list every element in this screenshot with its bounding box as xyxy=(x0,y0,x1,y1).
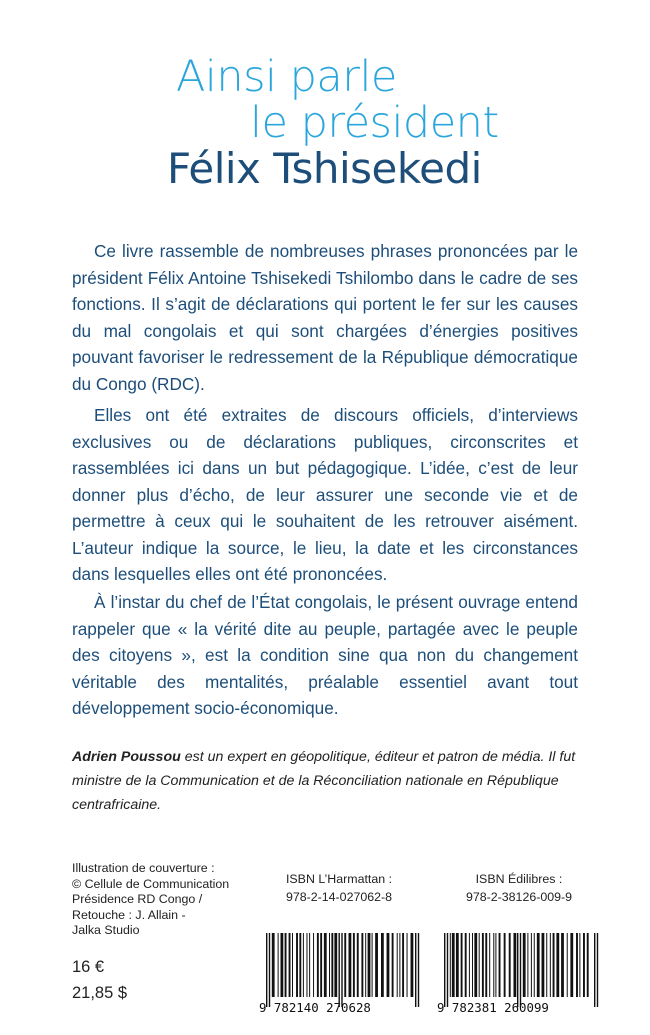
barcode-bar xyxy=(472,933,473,997)
barcode-bar xyxy=(553,933,555,997)
barcode-bar xyxy=(399,933,400,997)
isbn-block-harmattan xyxy=(259,870,419,906)
credit-line: Jalka Studio xyxy=(72,923,140,938)
barcode-bar xyxy=(361,933,363,997)
title-line-2: le président xyxy=(250,98,499,148)
barcode-bar xyxy=(407,933,408,997)
barcode-bar xyxy=(272,933,275,997)
barcode-bar xyxy=(546,933,547,997)
barcode-bar xyxy=(576,933,578,997)
summary-paragraph-1: Ce livre rassemble de nombreuses phrases prononcées par le président Félix Antoine Tshisekedi Tshilombo dans le cadre de ses fonctions. Il s’agit de déclarations qui portent le fer sur les causes du mal congolais et qui sont chargées d’énergies positives pouvant favoriser le redressement de la République démocratique du Congo (RDC). xyxy=(72,241,578,394)
barcode-bar xyxy=(303,933,304,997)
barcode-bar xyxy=(579,933,580,997)
author-name: Adrien Poussou xyxy=(72,749,181,765)
barcode-bar xyxy=(450,933,451,997)
barcode-bar xyxy=(341,933,342,1007)
barcode-bar xyxy=(317,933,319,997)
barcode-bar xyxy=(474,933,477,997)
barcode-bar xyxy=(534,933,535,997)
barcode-bar xyxy=(320,933,322,997)
barcode-bar xyxy=(447,933,448,1007)
barcode-bar xyxy=(517,933,518,1007)
barcode-edilibres xyxy=(434,933,604,1007)
isbn-number: 978-2-38126-009-9 xyxy=(465,890,573,904)
author-bio xyxy=(72,745,580,817)
barcode-bar xyxy=(296,933,298,997)
barcode-bar xyxy=(469,933,470,997)
barcode-bar xyxy=(278,933,279,997)
barcode-bar xyxy=(411,933,414,997)
barcode-harmattan xyxy=(256,933,425,1007)
barcode-bar xyxy=(334,933,337,997)
barcode-bar xyxy=(313,933,314,997)
barcode-bar xyxy=(415,933,416,1007)
barcode-bar xyxy=(266,933,267,1007)
barcode-bar xyxy=(392,933,394,997)
barcode-bar xyxy=(292,933,293,997)
barcode-bar xyxy=(357,933,359,997)
barcode-bar xyxy=(397,933,398,997)
barcode-bar xyxy=(365,933,366,997)
barcode-bar xyxy=(513,933,516,997)
barcode-bar xyxy=(285,933,287,997)
barcode-digits: 9 782140 270628 xyxy=(259,1000,371,1015)
barcode-bar xyxy=(324,933,327,997)
barcode-bar xyxy=(482,933,484,997)
barcode-bar xyxy=(499,933,501,997)
barcode-bar xyxy=(561,933,564,997)
credit-line: Présidence RD Congo / xyxy=(72,892,203,907)
author-bio-text: est un expert en géopolitique, éditeur et patron de média. Il fut ministre de la Communication et de la Réconciliation nationale en République centrafricaine. xyxy=(72,749,576,813)
credit-line: © Cellule de Communication xyxy=(72,876,230,891)
barcode-bar xyxy=(465,933,467,997)
barcode-bar xyxy=(523,933,526,997)
barcode-bar xyxy=(567,933,568,997)
barcode-bar xyxy=(461,933,463,997)
barcode-bar xyxy=(269,933,270,1007)
barcode-bar xyxy=(495,933,496,997)
title-line-3: Félix Tshisekedi xyxy=(167,144,482,193)
barcode-bar xyxy=(280,933,283,997)
barcode-bar xyxy=(504,933,506,997)
barcode-bar xyxy=(594,933,595,1007)
barcode-bar xyxy=(402,933,404,997)
barcode-bar xyxy=(381,933,384,997)
cover-credit xyxy=(72,861,229,939)
barcode-bar xyxy=(339,933,340,1007)
barcode-bar xyxy=(309,933,310,997)
barcode-bar xyxy=(368,933,371,997)
barcode-bar xyxy=(485,933,487,997)
barcode-bar xyxy=(456,933,459,997)
title-line-1: Ainsi parle xyxy=(176,52,397,102)
barcode-bar xyxy=(331,933,333,997)
isbn-number: 978-2-14-027062-8 xyxy=(285,890,393,904)
barcode-bar xyxy=(306,933,307,997)
barcode-bar xyxy=(556,933,559,997)
isbn-label: ISBN Édilibres : xyxy=(475,872,563,886)
barcode-bar xyxy=(587,933,589,997)
barcode-bar xyxy=(493,933,494,997)
barcode-bar xyxy=(329,933,330,997)
price-euro: 16 € xyxy=(72,958,105,976)
barcode-bar xyxy=(531,933,532,997)
barcode-bar xyxy=(344,933,346,997)
isbn-label: ISBN L’Harmattan : xyxy=(285,872,393,886)
barcode-bar xyxy=(550,933,551,997)
barcode-bar xyxy=(570,933,573,997)
barcode-bar xyxy=(444,933,445,1007)
barcode-bar xyxy=(509,933,511,997)
barcode-bar xyxy=(387,933,390,997)
barcode-bar xyxy=(527,933,528,997)
barcode-bar xyxy=(375,933,378,997)
barcode-bar xyxy=(289,933,291,997)
barcode-bar xyxy=(597,933,598,1007)
barcode-bar xyxy=(583,933,585,997)
summary-paragraph-3: À l’instar du chef de l’État congolais, le présent ouvrage entend rappeler que « la vérité dite au peuple, partagée avec le peuple des citoyens », est la condition sine qua non du changement véritable des mentalités, préalable essentiel avant tout développement socio-économique. xyxy=(72,592,578,718)
credit-line: Illustration de couverture : xyxy=(72,861,215,875)
barcode-bar xyxy=(520,933,521,1007)
barcode-bar xyxy=(372,933,373,997)
barcode-bar xyxy=(542,933,545,997)
barcode-digits: 9 782381 260099 xyxy=(437,1000,549,1015)
barcode-bar xyxy=(418,933,419,1007)
barcode-bar xyxy=(537,933,540,997)
barcode-bar xyxy=(489,933,490,997)
isbn-block-edilibres xyxy=(439,870,599,906)
barcode-bar xyxy=(349,933,352,997)
barcode-bar xyxy=(353,933,355,997)
barcode-bar xyxy=(479,933,480,997)
credit-line: Retouche : J. Allain - xyxy=(72,907,186,922)
barcode-bar xyxy=(299,933,301,997)
summary-paragraph-2: Elles ont été extraites de discours officiels, d’interviews exclusives ou de déclarations publiques, circonscrites et rassemblées ici dans un but pédagogique. L’idée, c’est de leur donner plus d’écho, de leur assurer une seconde vie et de permettre à ceux qui le souhaitent de les retrouver aisément. L’auteur indique la source, le lieu, la date et les circonstances dans lesquelles elles ont été prononcées. xyxy=(72,405,578,584)
price-dollar: 21,85 $ xyxy=(72,984,128,1002)
barcode-bar xyxy=(452,933,455,997)
